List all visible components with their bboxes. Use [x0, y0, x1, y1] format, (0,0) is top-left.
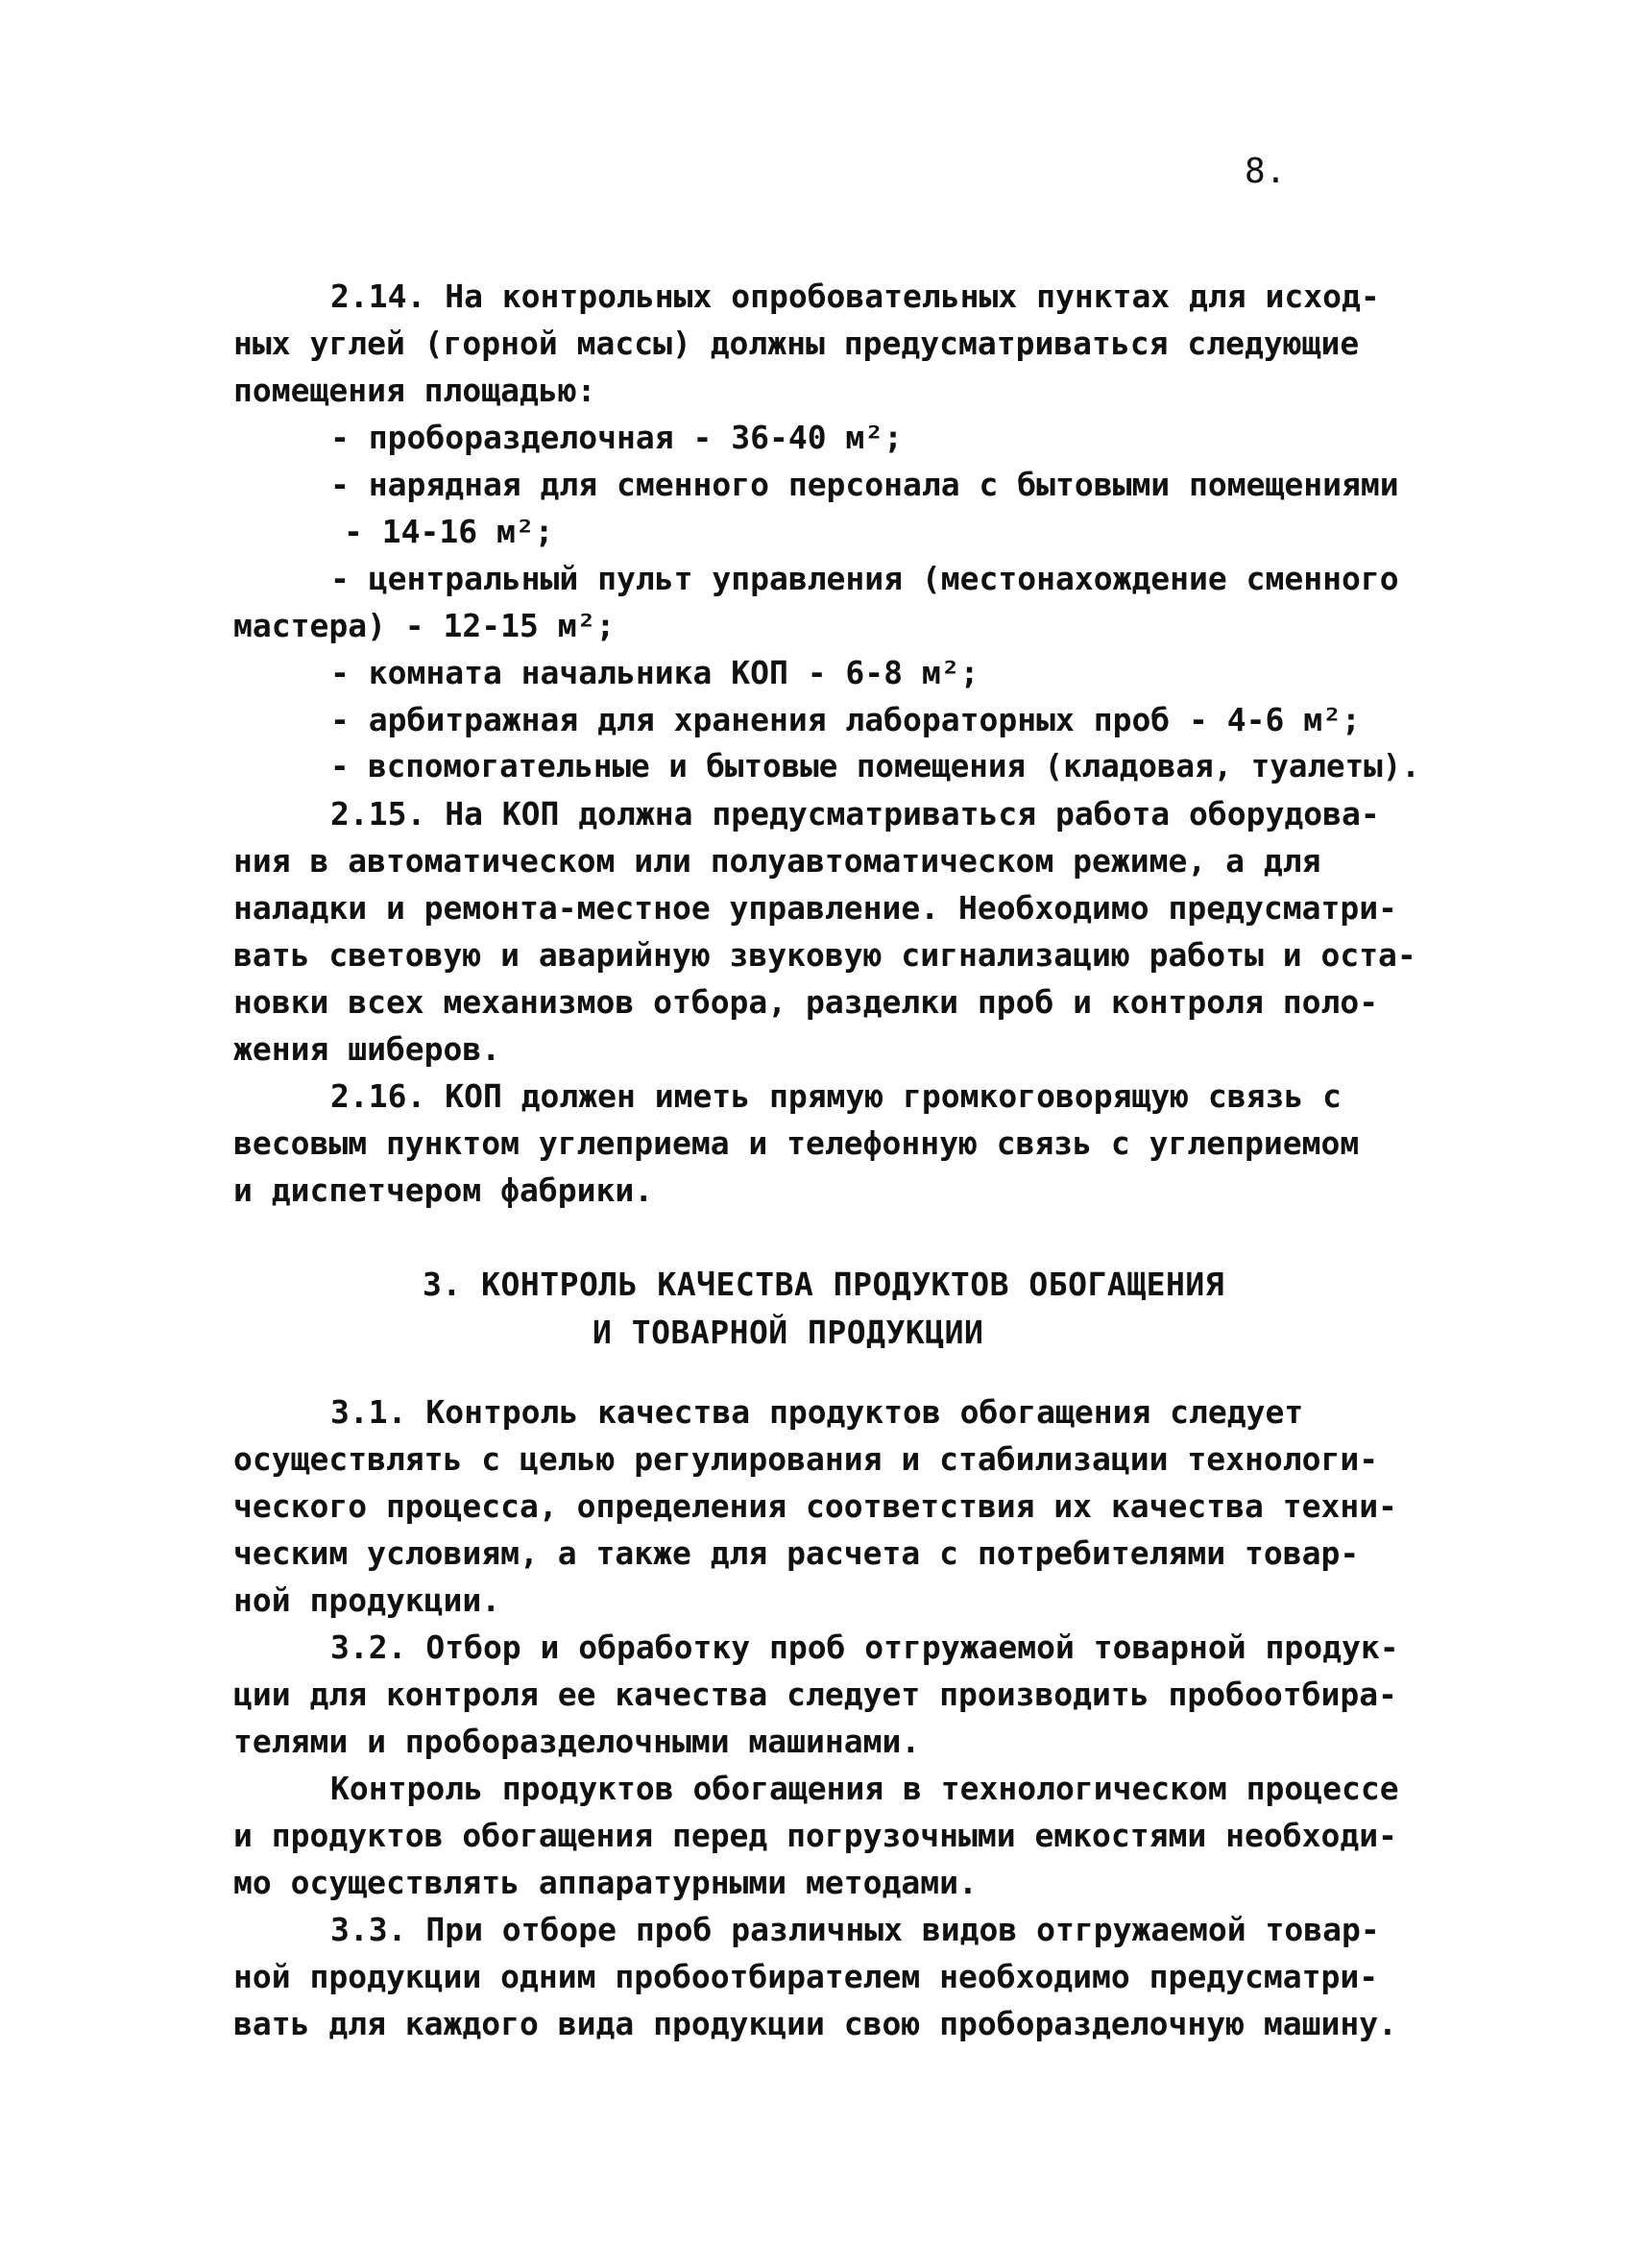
- text-line: ной продукции.: [233, 1581, 501, 1619]
- text-line: - арбитражная для хранения лабораторных проб - 4-6 м²;: [330, 701, 1361, 738]
- text-line: - вспомогательные и бытовые помещения (кладовая, туалеты).: [330, 748, 1420, 784]
- text-line: - нарядная для сменного персонала с бытовыми помещениями: [330, 466, 1399, 503]
- text-line: 3.2. Отбор и обработку проб отгружаемой товарной продук-: [330, 1629, 1399, 1666]
- text-line: жения шиберов.: [233, 1030, 501, 1068]
- text-line: ческого процесса, определения соответствия их качества техни-: [233, 1487, 1397, 1525]
- text-line: - 14-16 м²;: [344, 513, 554, 550]
- text-line: 3.3. При отборе проб различных видов отгружаемой товар-: [330, 1911, 1380, 1948]
- text-line: ческим условиям, а также для расчета с потребителями товар-: [233, 1534, 1360, 1572]
- text-line: наладки и ремонта-местное управление. Необходимо предусматри-: [233, 889, 1397, 927]
- text-line: помещения площадью:: [233, 372, 596, 409]
- text-line: мо осуществлять аппаратурными методами.: [233, 1864, 978, 1901]
- text-line: 2.14. На контрольных опробовательных пунктах для исход-: [330, 277, 1380, 315]
- text-line: мастера) - 12-15 м²;: [233, 607, 616, 644]
- text-line: новки всех механизмов отбора, разделки проб и контроля поло-: [233, 983, 1379, 1021]
- text-line: телями и проборазделочными машинами.: [233, 1723, 921, 1760]
- text-line: - проборазделочная - 36-40 м²;: [330, 419, 904, 456]
- page-number: 8.: [1245, 152, 1287, 191]
- text-line: ной продукции одним пробоотбирателем необходимо предусматри-: [233, 1958, 1379, 1995]
- section-heading-line-2: И ТОВАРНОЙ ПРОДУКЦИИ: [593, 1314, 984, 1351]
- text-line: 2.16. КОП должен иметь прямую громкоговорящую связь с: [330, 1077, 1342, 1115]
- text-line: ния в автоматическом или полуавтоматическом режиме, а для: [233, 842, 1321, 880]
- section-heading-line-1: 3. КОНТРОЛЬ КАЧЕСТВА ПРОДУКТОВ ОБОГАЩЕНИЯ: [423, 1266, 1225, 1303]
- text-line: ции для контроля ее качества следует производить пробоотбира-: [233, 1676, 1397, 1713]
- text-line: - центральный пульт управления (местонахождение сменного: [330, 560, 1399, 597]
- text-line: и диспетчером фабрики.: [233, 1171, 654, 1209]
- text-line: 2.15. На КОП должна предусматриваться работа оборудова-: [330, 795, 1380, 832]
- text-line: вать световую и аварийную звуковую сигнализацию работы и оста-: [233, 936, 1416, 974]
- text-line: осуществлять с целью регулирования и стабилизации технологи-: [233, 1440, 1379, 1478]
- text-line: Контроль продуктов обогащения в технологическом процессе: [330, 1770, 1399, 1807]
- text-line: весовым пунктом углеприема и телефонную связь с углеприемом: [233, 1124, 1360, 1162]
- text-line: и продуктов обогащения перед погрузочными емкостями необходи-: [233, 1817, 1397, 1854]
- text-line: - комната начальника КОП - 6-8 м²;: [330, 654, 980, 691]
- text-line: ных углей (горной массы) должны предусматриваться следующие: [233, 325, 1360, 362]
- text-line: вать для каждого вида продукции свою проборазделочную машину.: [233, 2005, 1397, 2042]
- text-line: 3.1. Контроль качества продуктов обогащения следует: [330, 1393, 1304, 1431]
